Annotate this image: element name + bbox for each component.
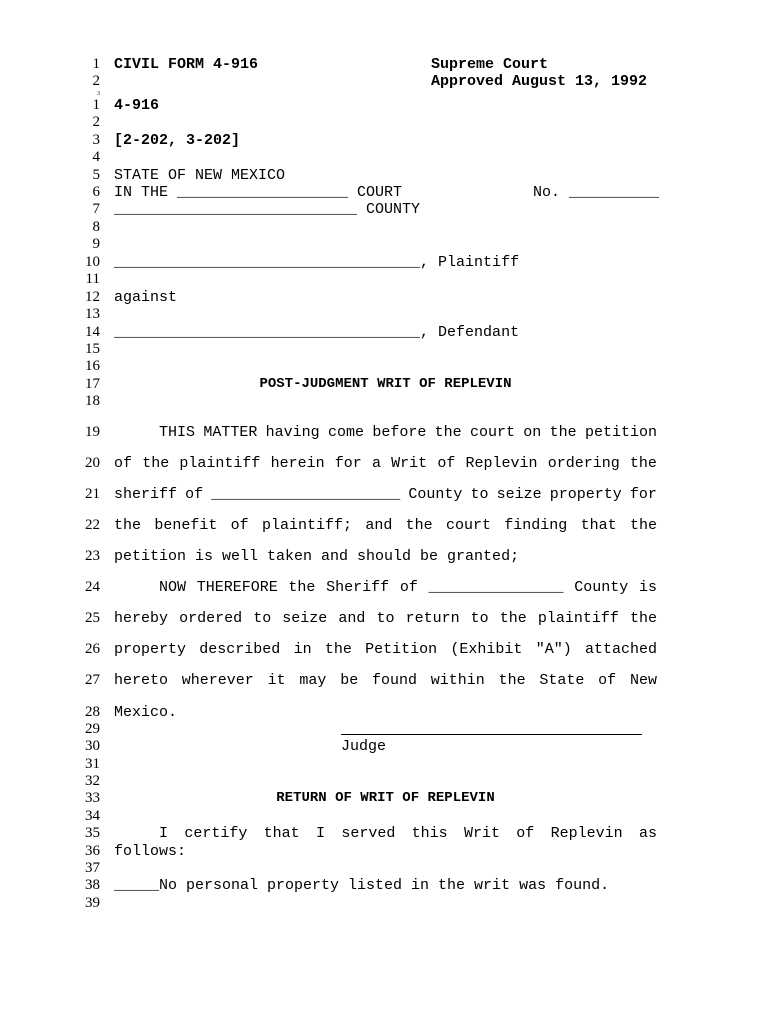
word: seize xyxy=(282,610,328,627)
order-paragraph-line xyxy=(114,610,657,627)
word: court xyxy=(469,424,515,441)
line-number: 33 xyxy=(85,790,100,806)
word: the xyxy=(434,424,462,441)
writ-paragraph-line xyxy=(114,517,657,534)
line-number: 15 xyxy=(85,341,100,357)
word: "A") xyxy=(535,641,572,658)
line-number: 39 xyxy=(85,895,100,911)
line-number: 31 xyxy=(85,756,100,772)
word: Writ xyxy=(391,455,428,472)
line-number: 38 xyxy=(85,877,100,893)
word: on xyxy=(523,424,542,441)
word: hereto xyxy=(114,672,169,689)
line-number: 3 xyxy=(92,132,100,148)
word: the xyxy=(629,610,657,627)
word: finding xyxy=(504,517,568,534)
line-number: 25 xyxy=(85,610,100,626)
word: plaintiff xyxy=(179,455,261,472)
word: to xyxy=(470,486,489,503)
case-number: No. __________ xyxy=(533,184,660,201)
word: hereby xyxy=(114,610,169,627)
word: Writ xyxy=(463,825,500,842)
word: plaintiff; xyxy=(261,517,352,534)
word: of xyxy=(230,517,249,534)
line-number: 19 xyxy=(85,424,100,440)
line-number: 2 xyxy=(92,114,100,130)
line-number: 4 xyxy=(92,149,100,165)
word: is xyxy=(638,579,657,596)
word: this xyxy=(411,825,448,842)
word: property xyxy=(549,486,622,503)
word: _____________________ xyxy=(211,486,401,503)
line-number: 7 xyxy=(92,201,100,217)
writ-paragraph-line xyxy=(114,424,657,441)
word: THIS xyxy=(114,424,196,441)
line-number: 37 xyxy=(85,860,100,876)
line-number: 35 xyxy=(85,825,100,841)
word: as xyxy=(638,825,657,842)
order-paragraph-line xyxy=(114,672,657,689)
word: described xyxy=(199,641,281,658)
word: a xyxy=(371,455,381,472)
writ-paragraph-line xyxy=(114,455,657,472)
line-number: 1 xyxy=(92,56,100,72)
word: of xyxy=(437,455,456,472)
line-number: 27 xyxy=(85,672,100,688)
word: I xyxy=(315,825,325,842)
word: served xyxy=(341,825,396,842)
return-title: RETURN OF WRIT OF REPLEVIN xyxy=(276,790,495,806)
judge-label: Judge xyxy=(341,738,387,755)
word: herein xyxy=(270,455,325,472)
word: ordering xyxy=(547,455,620,472)
line-number: 29 xyxy=(85,721,100,737)
word: THEREFORE xyxy=(196,579,278,596)
line-number: 3 xyxy=(97,91,100,97)
word: the xyxy=(142,455,170,472)
word: Replevin xyxy=(465,455,538,472)
line-number: 36 xyxy=(85,843,100,859)
certify-line: follows: xyxy=(114,843,187,860)
word: and xyxy=(338,610,366,627)
word: for xyxy=(334,455,362,472)
word: Petition xyxy=(365,641,438,658)
word: petition xyxy=(584,424,657,441)
word: wherever xyxy=(181,672,254,689)
word: that xyxy=(580,517,617,534)
word: County xyxy=(574,579,629,596)
line-number: 8 xyxy=(92,219,100,235)
line-number: 34 xyxy=(85,808,100,824)
line-number: 1 xyxy=(92,97,100,113)
word: within xyxy=(430,672,485,689)
word: of xyxy=(114,455,133,472)
county-line: ___________________________ COUNTY xyxy=(114,201,421,218)
line-number: 18 xyxy=(85,393,100,409)
return-option-no-property: _____No personal property listed in the writ was found. xyxy=(114,877,610,894)
word: come xyxy=(327,424,364,441)
word: the xyxy=(405,517,433,534)
line-number: 11 xyxy=(85,271,100,287)
word: court xyxy=(445,517,491,534)
state-name: STATE OF NEW MEXICO xyxy=(114,167,286,184)
writ-paragraph-line: petition is well taken and should be granted; xyxy=(114,548,520,565)
word: it xyxy=(267,672,286,689)
word: State xyxy=(539,672,585,689)
word: benefit xyxy=(154,517,218,534)
order-paragraph-line xyxy=(114,641,657,658)
line-number: 20 xyxy=(85,455,100,471)
writ-title: POST-JUDGMENT WRIT OF REPLEVIN xyxy=(259,376,512,392)
word: in xyxy=(293,641,312,658)
word: MATTER xyxy=(203,424,258,441)
word: property xyxy=(114,641,187,658)
word: Sheriff xyxy=(326,579,390,596)
court-line: IN THE ___________________ COURT xyxy=(114,184,403,201)
writ-paragraph-line xyxy=(114,486,657,503)
order-paragraph-line xyxy=(114,579,657,596)
word: plaintiff xyxy=(537,610,619,627)
word: of xyxy=(598,672,617,689)
line-number: 5 xyxy=(92,167,100,183)
word: before xyxy=(372,424,427,441)
word: the xyxy=(288,579,316,596)
word: _______________ xyxy=(428,579,564,596)
line-number: 22 xyxy=(85,517,100,533)
word: to xyxy=(376,610,395,627)
word: sheriff xyxy=(114,486,178,503)
word: return xyxy=(405,610,460,627)
line-number: 9 xyxy=(92,236,100,252)
word: Replevin xyxy=(550,825,623,842)
word: of xyxy=(185,486,204,503)
word: ordered xyxy=(179,610,243,627)
line-number: 26 xyxy=(85,641,100,657)
word: certify xyxy=(184,825,248,842)
line-number: 16 xyxy=(85,358,100,374)
word: the xyxy=(629,455,657,472)
order-paragraph-line: Mexico. xyxy=(114,704,178,721)
word: be xyxy=(340,672,359,689)
word: New xyxy=(629,672,657,689)
certify-line xyxy=(114,825,657,842)
plaintiff-line: __________________________________, Plaintiff xyxy=(114,254,520,271)
court-name: Supreme Court xyxy=(431,56,549,73)
line-number: 32 xyxy=(85,773,100,789)
word: the xyxy=(549,424,577,441)
word: NOW xyxy=(114,579,187,596)
line-number: 13 xyxy=(85,306,100,322)
form-number: 4-916 xyxy=(114,97,160,114)
line-number: 24 xyxy=(85,579,100,595)
word: that xyxy=(263,825,300,842)
approval-date: Approved August 13, 1992 xyxy=(431,73,648,90)
word: the xyxy=(499,610,527,627)
line-number: 21 xyxy=(85,486,100,502)
word: found xyxy=(371,672,417,689)
word: the xyxy=(324,641,352,658)
word: the xyxy=(114,517,142,534)
word: the xyxy=(629,517,657,534)
line-number: 6 xyxy=(92,184,100,200)
word: seize xyxy=(496,486,542,503)
rule-references: [2-202, 3-202] xyxy=(114,132,241,149)
word: for xyxy=(629,486,657,503)
line-number: 30 xyxy=(85,738,100,754)
word: I xyxy=(114,825,169,842)
word: County xyxy=(408,486,463,503)
line-number: 12 xyxy=(85,289,100,305)
judge-signature-line xyxy=(341,734,642,735)
word: to xyxy=(253,610,272,627)
word: of xyxy=(516,825,535,842)
defendant-line: __________________________________, Defendant xyxy=(114,324,520,341)
word: and xyxy=(365,517,393,534)
word: the xyxy=(498,672,526,689)
line-number: 17 xyxy=(85,376,100,392)
word: (Exhibit xyxy=(450,641,523,658)
against-label: against xyxy=(114,289,178,306)
line-number: 28 xyxy=(85,704,100,720)
word: attached xyxy=(584,641,657,658)
word: to xyxy=(470,610,489,627)
word: having xyxy=(265,424,320,441)
word: of xyxy=(399,579,418,596)
form-title: CIVIL FORM 4-916 xyxy=(114,56,259,73)
line-number: 14 xyxy=(85,324,100,340)
line-number: 10 xyxy=(85,254,100,270)
word: may xyxy=(299,672,327,689)
line-number: 2 xyxy=(92,73,100,89)
line-number: 23 xyxy=(85,548,100,564)
